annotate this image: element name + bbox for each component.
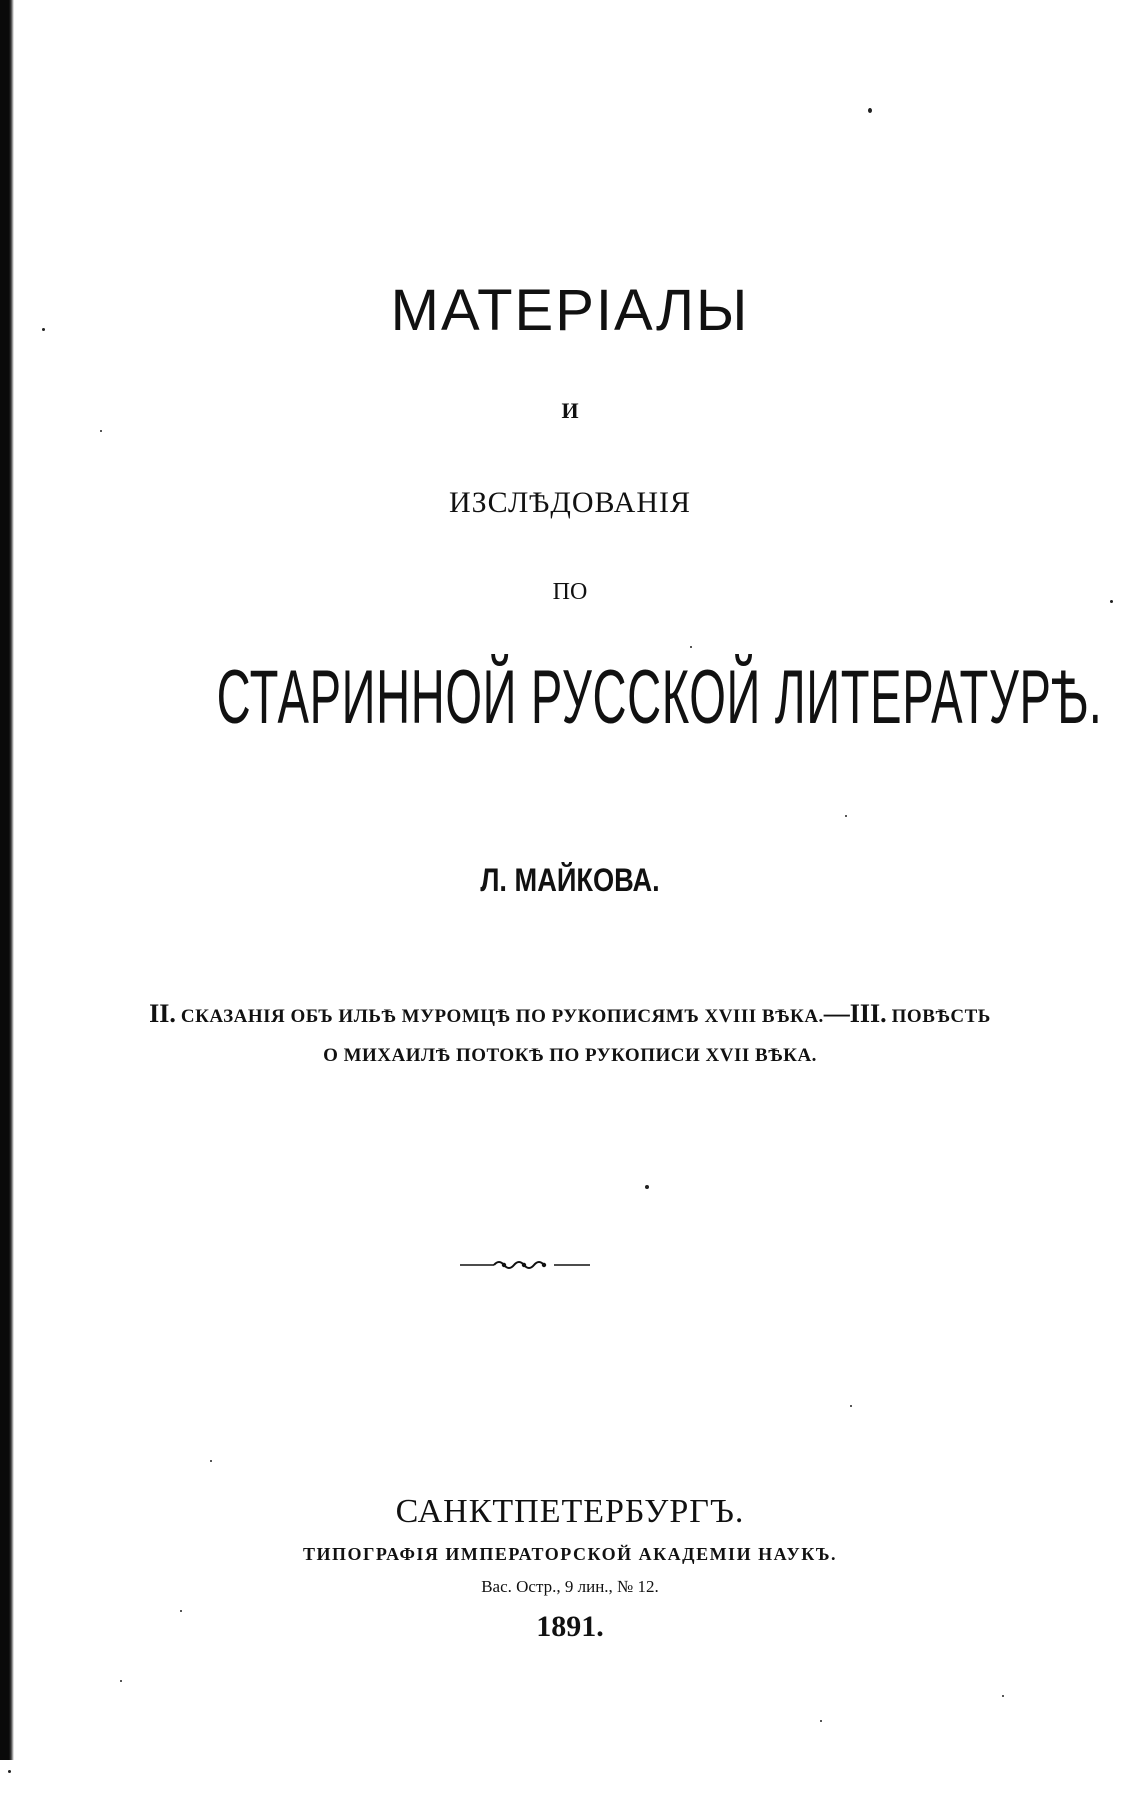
scan-speck <box>845 815 847 817</box>
ornament-divider <box>460 1255 590 1275</box>
scan-speck <box>180 1610 182 1612</box>
scan-speck <box>820 1720 822 1722</box>
part-2-text: СКАЗАНІЯ ОБЪ ИЛЬѢ МУРОМЦѢ ПО РУКОПИСЯМЪ XVIII ВѢКА. <box>180 1006 824 1027</box>
scan-speck <box>645 1185 649 1189</box>
part-separator: — <box>823 999 850 1028</box>
imprint-press: ТИПОГРАФІЯ ИМПЕРАТОРСКОЙ АКАДЕМІИ НАУКЪ. <box>302 1544 838 1564</box>
part-3-number: III. <box>849 999 887 1028</box>
scan-speck <box>868 108 872 113</box>
scan-speck <box>690 646 692 648</box>
scan-speck <box>42 328 45 331</box>
title-conjunction: И <box>561 398 579 423</box>
part-3-text-line-2: О МИХАИЛѢ ПОТОКѢ ПО РУКОПИСИ XVII ВѢКА. <box>323 1045 817 1066</box>
scan-speck <box>1002 1695 1004 1697</box>
imprint-year: 1891. <box>536 1610 604 1643</box>
author-name: Л. МАЙКОВА. <box>480 862 660 898</box>
scan-speck <box>1110 600 1113 603</box>
contents-description <box>80 995 1060 1075</box>
scan-speck <box>8 1770 11 1773</box>
part-2-number: II. <box>149 999 176 1028</box>
imprint-city: САНКТПЕТЕРБУРГЪ. <box>395 1493 745 1530</box>
title-line-1: МАТЕРІАЛЫ <box>390 278 750 343</box>
imprint-address: Вас. Остр., 9 лин., № 12. <box>481 1577 659 1596</box>
title-line-3: СТАРИННОЙ РУССКОЙ ЛИТЕРАТУРѢ. <box>216 655 1103 740</box>
scan-speck <box>210 1460 212 1462</box>
scan-speck <box>850 1405 852 1407</box>
title-line-2: ИЗСЛѢДОВАНІЯ <box>448 486 691 519</box>
scan-speck <box>100 430 102 432</box>
part-3-text-line-1: ПОВѢСТЬ <box>891 1006 991 1027</box>
title-preposition: ПО <box>552 579 588 605</box>
scan-speck <box>120 1680 122 1682</box>
